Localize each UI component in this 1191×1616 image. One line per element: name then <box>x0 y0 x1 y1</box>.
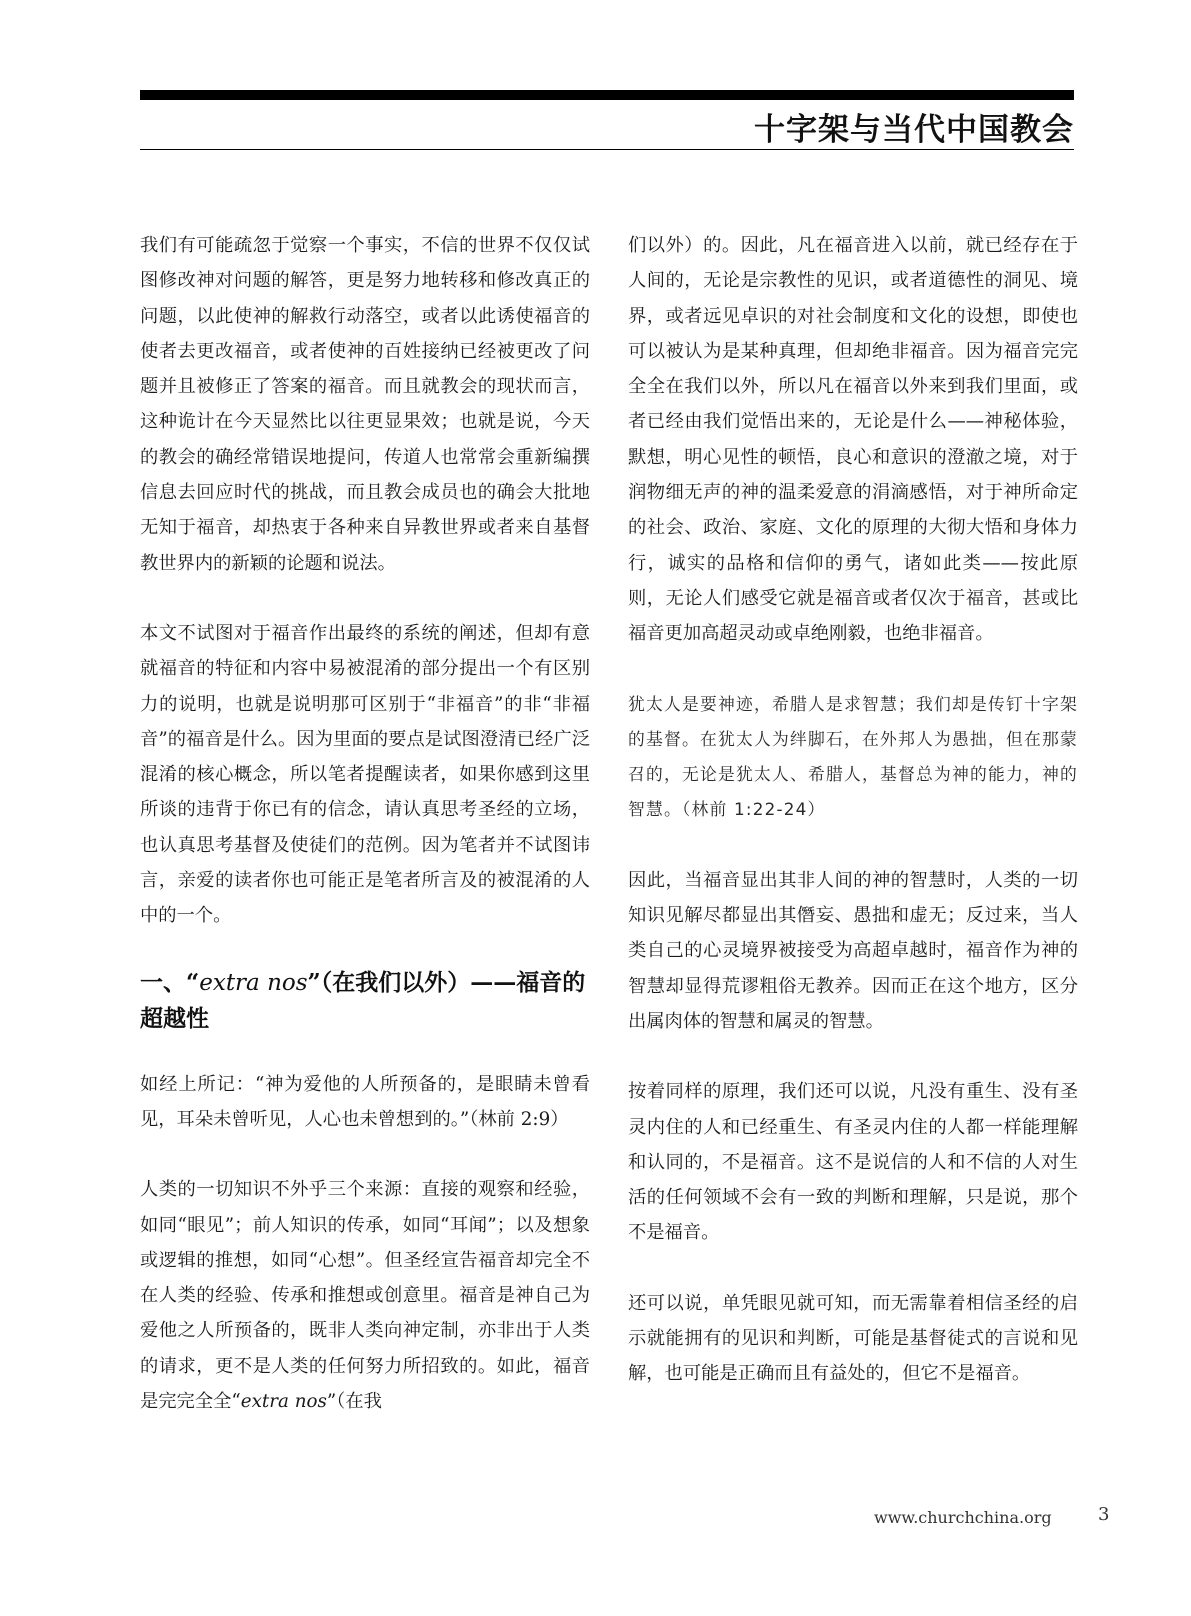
body-paragraph <box>140 1172 590 1419</box>
paragraph-text-tail: ”（在我 <box>326 1391 382 1413</box>
body-paragraph: 本文不试图对于福音作出最终的系统的阐述，但却有意就福音的特征和内容中易被混淆的部分提出一个有区别力的说明，也就是说明那可区别于“非福音”的非“非福音”的福音是什么。因为里面的要点是试图澄清已经广泛混淆的核心概念，所以笔者提醒读者，如果你感到这里所谈的违背于你已有的信念，请认真思考圣经的立场，也认真思考基督及使徒们的范例。因为笔者并不试图讳言，亲爱的读者你也可能正是笔者所言及的被混淆的人中的一个。 <box>140 622 590 927</box>
running-header-title: 十字架与当代中国教会 <box>754 112 1074 148</box>
section-heading <box>140 965 590 1036</box>
body-paragraph: 们以外）的。因此，凡在福音进入以前，就已经存在于人间的，无论是宗教性的见识，或者道德性的洞见、境界，或者远见卓识的对社会制度和文化的设想，即使也可以被认为是某种真理，但却绝非福音。因为福音完完全全在我们以外，所以凡在福音以外来到我们里面，或者已经由我们觉悟出来的，无论是什么——神秘体验，默想，明心见性的顿悟，良心和意识的澄澈之境，对于润物细无声的神的温柔爱意的涓滴感悟，对于神所命定的社会、政治、家庭、文化的原理的大彻大悟和身体力行，诚实的品格和信仰的勇气，诸如此类——按此原则，无论人们感受它就是福音或者仅次于福音，甚或比福音更加高超灵动或卓绝刚毅，也绝非福音。 <box>628 235 1078 645</box>
left-column <box>140 228 590 1419</box>
section-heading-latin: extra nos <box>199 969 308 996</box>
footer-website-url: www.churchchina.org <box>874 1508 1052 1527</box>
page-number: 3 <box>1098 1504 1110 1525</box>
body-paragraph: 按着同样的原理，我们还可以说，凡没有重生、没有圣灵内住的人和已经重生、有圣灵内住的人都一样能理解和认同的，不是福音。这不是说信的人和不信的人对生活的任何领域不会有一致的判断和理解，只是说，那个不是福音。 <box>628 1081 1078 1244</box>
body-paragraph: 我们有可能疏忽于觉察一个事实，不信的世界不仅仅试图修改神对问题的解答，更是努力地转移和修改真正的问题，以此使神的解救行动落空，或者以此诱使福音的使者去更改福音，或者使神的百姓接纳已经被更改了问题并且被修正了答案的福音。而且就教会的现状而言，这种诡计在今天显然比以往更显果效；也就是说，今天的教会的确经常错误地提问，传道人也常常会重新编撰信息去回应时代的挑战，而且教会成员也的确会大批地无知于福音，却热衷于各种来自异教世界或者来自基督教世界内的新颖的论题和说法。 <box>140 235 590 574</box>
scripture-citation-paragraph: 如经上所记：“神为爱他的人所预备的，是眼睛未曾看见，耳朵未曾听见，人心也未曾想到的。”（林前 2:9） <box>140 1073 590 1130</box>
header-top-rule <box>140 90 1074 100</box>
right-column <box>628 228 1078 1392</box>
scripture-quote: 犹太人是要神迹，希腊人是求智慧；我们却是传钉十字架的基督。在犹太人为绊脚石，在外邦人为愚拙，但在那蒙召的，无论是犹太人、希腊人，基督总为神的能力，神的智慧。（林前 1:22-24） <box>628 693 1078 820</box>
section-heading-suffix: ”（在我们以外）——福音的超越性 <box>140 968 586 1032</box>
header-bottom-rule <box>140 149 1074 150</box>
body-paragraph: 还可以说，单凭眼见就可知，而无需靠着相信圣经的启示就能拥有的见识和判断，可能是基督徒式的言说和见解，也可能是正确而且有益处的，但它不是福音。 <box>628 1292 1078 1385</box>
paragraph-text: 人类的一切知识不外乎三个来源：直接的观察和经验，如同“眼见”；前人知识的传承，如同“耳闻”；以及想象或逻辑的推想，如同“心想”。但圣经宣告福音却完全不在人类的经验、传承和推想或创意里。福音是神自己为爱他之人所预备的，既非人类向神定制，亦非出于人类的请求，更不是人类的任何努力所招致的。如此，福音是完完全全“ <box>140 1179 590 1413</box>
body-paragraph: 因此，当福音显出其非人间的神的智慧时，人类的一切知识见解尽都显出其僭妄、愚拙和虚无；反过来，当人类自己的心灵境界被接受为高超卓越时，福音作为神的智慧却显得荒谬粗俗无教养。因而正在这个地方，区分出属肉体的智慧和属灵的智慧。 <box>628 869 1078 1032</box>
latin-phrase: extra nos <box>240 1391 327 1413</box>
section-heading-prefix: 一、“ <box>140 968 200 996</box>
